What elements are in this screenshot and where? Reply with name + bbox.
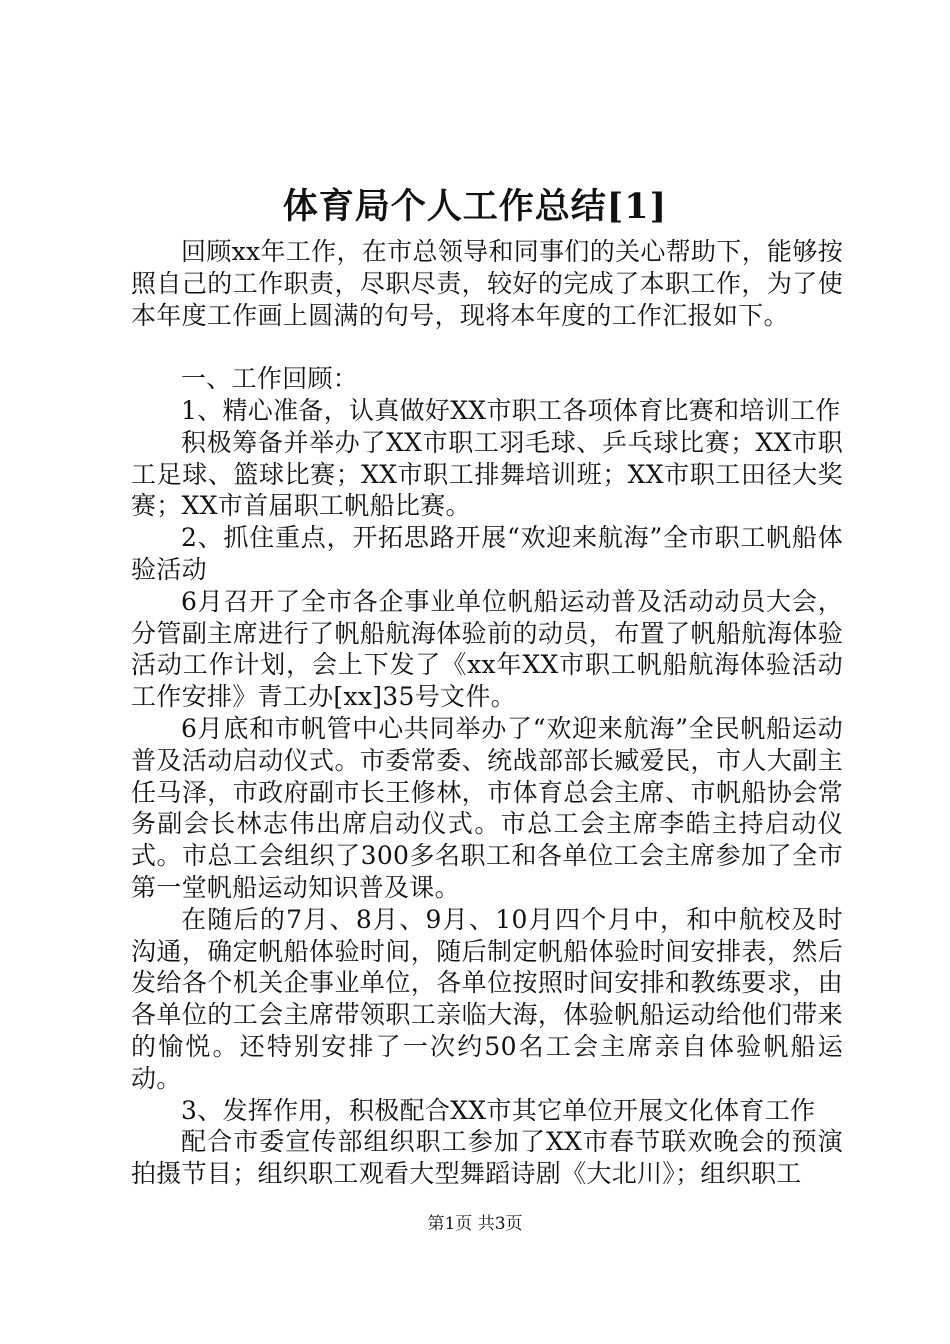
paragraph-intro: 回顾xx年工作，在市总领导和同事们的关心帮助下，能够按照自己的工作职责，尽职尽责，较好的完成了本职工作，为了使本年度工作画上圆满的句号，现将本年度的工作汇报如下。 [131,237,843,330]
page-footer: 第1页 共3页 [427,1214,523,1234]
paragraph-mobilization: 6月召开了全市各企事业单位帆船运动普及活动动员大会，分管副主席进行了帆船航海体验前的动员，布置了帆船航海体验活动工作计划，会上下发了《xx年XX市职工帆船航海体验活动工作安排》青工办[xx]35号文件。 [131,586,843,712]
document-body [131,236,843,1190]
section-heading-review: 一、工作回顾： [181,364,359,394]
paragraph-launch-ceremony: 6月底和市帆管中心共同举办了“欢迎来航海”全民帆船运动普及活动启动仪式。市委常委、统战部部长臧爱民，市人大副主任马泽，市政府副市长王修林，市体育总会主席、市帆船协会常务副会长林志伟出席启动仪式。市总工会主席李皓主持启动仪式。市总工会组织了300多名职工和各单位工会主席参加了全市第一堂帆船运动知识普及课。 [131,713,843,902]
paragraph-sports-events: 积极筹备并举办了XX市职工羽毛球、乒乓球比赛；XX市职工足球、篮球比赛；XX市职工排舞培训班；XX市职工田径大奖赛；XX市首届职工帆船比赛。 [131,427,843,521]
blank-line [131,331,843,363]
paragraph-cooperation: 配合市委宣传部组织职工参加了XX市春节联欢晚会的预演拍摄节目；组织职工观看大型舞蹈诗剧《大北川》；组织职工 [131,1127,843,1189]
subheading-1: 1、精心准备，认真做好XX市职工各项体育比赛和培训工作 [181,395,841,425]
paragraph-sailing-experience: 在随后的7月、8月、9月、10月四个月中，和中航校及时沟通，确定帆船体验时间，随后制定帆船体验时间安排表，然后发给各个机关企事业单位，各单位按照时间安排和教练要求，由各单位的工会主席带领职工亲临大海，体验帆船运动给他们带来的愉悦。还特别安排了一次约50名工会主席亲自体验帆船运动。 [131,904,843,1093]
subheading-2: 2、抓住重点，开拓思路开展“欢迎来航海”全市职工帆船体验活动 [131,523,843,584]
subheading-3: 3、发挥作用，积极配合XX市其它单位开展文化体育工作 [181,1095,816,1125]
document-title: 体育局个人工作总结[1] [282,186,668,227]
